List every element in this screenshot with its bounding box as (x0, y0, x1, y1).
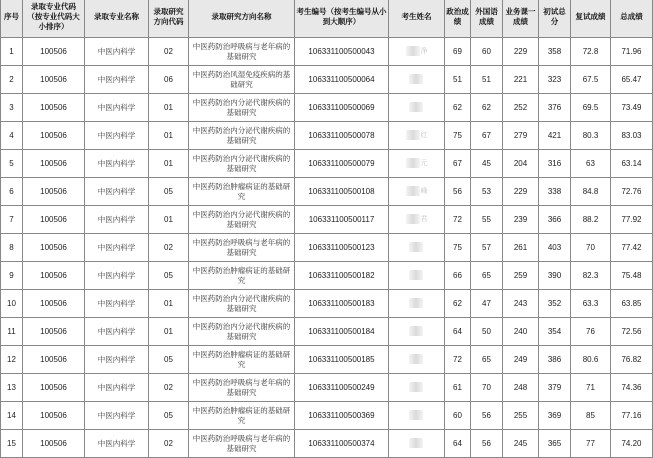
cell-major-code: 100506 (23, 290, 85, 318)
redaction-mark (409, 438, 423, 448)
cell-dir-name: 中医药防治呼吸病与老年病的基础研究 (189, 374, 295, 402)
cell-foreign: 67 (471, 122, 503, 150)
header-major-code: 录取专业代码（按专业代码大小排序） (23, 0, 85, 38)
cell-politics: 62 (445, 290, 471, 318)
redaction-mark (409, 102, 423, 112)
table-row (1, 430, 653, 458)
cell-retest: 63.3 (571, 290, 611, 318)
table-row (1, 38, 653, 66)
cell-retest: 67.5 (571, 66, 611, 94)
cell-retest: 72.8 (571, 38, 611, 66)
cell-dir-code: 01 (149, 94, 189, 122)
header-student-name: 考生姓名 (389, 0, 445, 38)
cell-dir-name: 中医药防治呼吸病与老年病的基础研究 (189, 234, 295, 262)
cell-exam-no: 106331100500079 (295, 150, 389, 178)
cell-total: 63.85 (611, 290, 653, 318)
header-dir-name: 录取研究方向名称 (189, 0, 295, 38)
redaction-mark (409, 326, 423, 336)
cell-total: 63.14 (611, 150, 653, 178)
cell-major-name: 中医内科学 (85, 150, 149, 178)
cell-politics: 60 (445, 402, 471, 430)
cell-seq: 13 (1, 374, 23, 402)
redaction-mark (409, 270, 423, 280)
cell-major-code: 100506 (23, 150, 85, 178)
cell-student-name (389, 206, 445, 234)
cell-politics: 69 (445, 38, 471, 66)
cell-student-name (389, 66, 445, 94)
student-name-fragment: 君 (420, 215, 428, 223)
cell-politics: 61 (445, 374, 471, 402)
cell-major-code: 100506 (23, 318, 85, 346)
cell-major-code: 100506 (23, 402, 85, 430)
cell-total: 76.82 (611, 346, 653, 374)
cell-exam-no: 106331100500108 (295, 178, 389, 206)
cell-foreign: 50 (471, 318, 503, 346)
table-row (1, 234, 653, 262)
cell-dir-name: 中医药防治肿瘤病证的基础研究 (189, 346, 295, 374)
cell-politics: 56 (445, 178, 471, 206)
cell-student-name (389, 402, 445, 430)
table-row (1, 318, 653, 346)
cell-foreign: 47 (471, 290, 503, 318)
cell-course1: 249 (503, 346, 539, 374)
cell-foreign: 65 (471, 262, 503, 290)
cell-dir-name: 中医药防治内分泌代谢疾病的基础研究 (189, 290, 295, 318)
cell-initial-total: 379 (539, 374, 571, 402)
cell-retest: 80.6 (571, 346, 611, 374)
redaction-mark (406, 186, 420, 196)
redaction-mark (406, 130, 420, 140)
cell-dir-code: 06 (149, 66, 189, 94)
cell-foreign: 60 (471, 38, 503, 66)
cell-seq: 10 (1, 290, 23, 318)
cell-student-name (389, 430, 445, 458)
cell-total: 75.48 (611, 262, 653, 290)
table-row (1, 402, 653, 430)
cell-student-name (389, 94, 445, 122)
cell-total: 71.96 (611, 38, 653, 66)
student-name-fragment: 元 (420, 159, 428, 167)
cell-initial-total: 316 (539, 150, 571, 178)
cell-seq: 4 (1, 122, 23, 150)
header-major-name: 录取专业名称 (85, 0, 149, 38)
cell-initial-total: 358 (539, 38, 571, 66)
cell-dir-name: 中医药防治内分泌代谢疾病的基础研究 (189, 318, 295, 346)
cell-exam-no: 106331100500043 (295, 38, 389, 66)
cell-exam-no: 106331100500117 (295, 206, 389, 234)
cell-course1: 252 (503, 94, 539, 122)
table-row (1, 66, 653, 94)
cell-retest: 80.3 (571, 122, 611, 150)
cell-dir-code: 01 (149, 290, 189, 318)
cell-course1: 243 (503, 290, 539, 318)
cell-dir-name: 中医药防治肿瘤病证的基础研究 (189, 262, 295, 290)
cell-seq: 2 (1, 66, 23, 94)
cell-dir-name: 中医药防治内分泌代谢疾病的基础研究 (189, 122, 295, 150)
cell-dir-name: 中医药防治肿瘤病证的基础研究 (189, 402, 295, 430)
cell-total: 72.76 (611, 178, 653, 206)
cell-dir-code: 05 (149, 262, 189, 290)
cell-exam-no: 106331100500078 (295, 122, 389, 150)
cell-dir-code: 01 (149, 206, 189, 234)
header-course1: 业务课一成绩 (503, 0, 539, 38)
cell-dir-name: 中医药防治风湿免疫疾病的基础研究 (189, 66, 295, 94)
cell-major-code: 100506 (23, 374, 85, 402)
header-dir-code: 录取研究方向代码 (149, 0, 189, 38)
student-name-fragment: 峰 (420, 187, 428, 195)
cell-course1: 255 (503, 402, 539, 430)
cell-total: 65.47 (611, 66, 653, 94)
redaction-mark (406, 214, 420, 224)
cell-exam-no: 106331100500184 (295, 318, 389, 346)
redaction-mark (409, 74, 423, 84)
cell-student-name (389, 234, 445, 262)
table-row (1, 262, 653, 290)
cell-course1: 240 (503, 318, 539, 346)
cell-foreign: 56 (471, 430, 503, 458)
cell-seq: 6 (1, 178, 23, 206)
table-row (1, 346, 653, 374)
cell-politics: 67 (445, 150, 471, 178)
cell-seq: 8 (1, 234, 23, 262)
cell-total: 77.42 (611, 234, 653, 262)
cell-major-code: 100506 (23, 178, 85, 206)
redaction-mark (409, 382, 423, 392)
cell-retest: 82.3 (571, 262, 611, 290)
cell-course1: 261 (503, 234, 539, 262)
cell-dir-name: 中医药防治呼吸病与老年病的基础研究 (189, 38, 295, 66)
cell-foreign: 65 (471, 346, 503, 374)
table-row (1, 206, 653, 234)
cell-total: 74.36 (611, 374, 653, 402)
cell-foreign: 51 (471, 66, 503, 94)
cell-initial-total: 390 (539, 262, 571, 290)
cell-course1: 248 (503, 374, 539, 402)
cell-student-name (389, 122, 445, 150)
cell-major-name: 中医内科学 (85, 430, 149, 458)
cell-seq: 7 (1, 206, 23, 234)
cell-initial-total: 369 (539, 402, 571, 430)
cell-major-name: 中医内科学 (85, 38, 149, 66)
cell-dir-code: 02 (149, 374, 189, 402)
cell-politics: 51 (445, 66, 471, 94)
cell-major-name: 中医内科学 (85, 66, 149, 94)
table-row (1, 178, 653, 206)
cell-major-name: 中医内科学 (85, 262, 149, 290)
cell-major-name: 中医内科学 (85, 234, 149, 262)
cell-initial-total: 365 (539, 430, 571, 458)
header-foreign: 外国语成绩 (471, 0, 503, 38)
cell-major-code: 100506 (23, 430, 85, 458)
cell-politics: 64 (445, 430, 471, 458)
cell-dir-name: 中医药防治肿瘤病证的基础研究 (189, 178, 295, 206)
cell-initial-total: 354 (539, 318, 571, 346)
cell-dir-name: 中医药防治内分泌代谢疾病的基础研究 (189, 206, 295, 234)
cell-seq: 12 (1, 346, 23, 374)
cell-student-name (389, 262, 445, 290)
cell-course1: 204 (503, 150, 539, 178)
cell-major-code: 100506 (23, 262, 85, 290)
redaction-mark (406, 158, 420, 168)
header-total: 总成绩 (611, 0, 653, 38)
cell-student-name (389, 290, 445, 318)
cell-foreign: 56 (471, 402, 503, 430)
student-name-fragment: 红 (420, 131, 428, 139)
cell-retest: 88.2 (571, 206, 611, 234)
cell-exam-no: 106331100500182 (295, 262, 389, 290)
cell-student-name (389, 374, 445, 402)
cell-exam-no: 106331100500374 (295, 430, 389, 458)
cell-student-name (389, 346, 445, 374)
cell-politics: 66 (445, 262, 471, 290)
cell-politics: 62 (445, 94, 471, 122)
cell-total: 77.92 (611, 206, 653, 234)
cell-exam-no: 106331100500369 (295, 402, 389, 430)
cell-seq: 15 (1, 430, 23, 458)
table-row (1, 150, 653, 178)
redaction-mark (406, 46, 420, 56)
cell-major-name: 中医内科学 (85, 178, 149, 206)
cell-seq: 9 (1, 262, 23, 290)
header-exam-no: 考生编号（按考生编号从小到大顺序） (295, 0, 389, 38)
cell-retest: 77 (571, 430, 611, 458)
cell-total: 74.20 (611, 430, 653, 458)
cell-course1: 245 (503, 430, 539, 458)
table-row (1, 122, 653, 150)
header-politics: 政治成绩 (445, 0, 471, 38)
cell-foreign: 45 (471, 150, 503, 178)
cell-exam-no: 106331100500123 (295, 234, 389, 262)
cell-major-name: 中医内科学 (85, 318, 149, 346)
cell-dir-name: 中医药防治呼吸病与老年病的基础研究 (189, 430, 295, 458)
cell-student-name (389, 318, 445, 346)
cell-dir-code: 05 (149, 178, 189, 206)
table-body (1, 38, 653, 458)
cell-student-name (389, 178, 445, 206)
cell-exam-no: 106331100500185 (295, 346, 389, 374)
cell-major-name: 中医内科学 (85, 122, 149, 150)
header-seq: 序号 (1, 0, 23, 38)
cell-major-code: 100506 (23, 94, 85, 122)
cell-seq: 3 (1, 94, 23, 122)
cell-retest: 63 (571, 150, 611, 178)
student-name-fragment: 净 (420, 47, 428, 55)
cell-foreign: 57 (471, 234, 503, 262)
cell-retest: 84.8 (571, 178, 611, 206)
cell-initial-total: 376 (539, 94, 571, 122)
cell-total: 72.56 (611, 318, 653, 346)
cell-course1: 229 (503, 178, 539, 206)
cell-retest: 71 (571, 374, 611, 402)
cell-seq: 11 (1, 318, 23, 346)
cell-initial-total: 323 (539, 66, 571, 94)
cell-foreign: 70 (471, 374, 503, 402)
cell-major-code: 100506 (23, 234, 85, 262)
cell-retest: 69.5 (571, 94, 611, 122)
cell-initial-total: 386 (539, 346, 571, 374)
cell-major-code: 100506 (23, 38, 85, 66)
cell-retest: 70 (571, 234, 611, 262)
cell-initial-total: 352 (539, 290, 571, 318)
cell-politics: 64 (445, 318, 471, 346)
cell-major-name: 中医内科学 (85, 94, 149, 122)
cell-exam-no: 106331100500064 (295, 66, 389, 94)
cell-dir-code: 02 (149, 38, 189, 66)
cell-total: 73.49 (611, 94, 653, 122)
cell-exam-no: 106331100500069 (295, 94, 389, 122)
table-row (1, 374, 653, 402)
cell-politics: 75 (445, 122, 471, 150)
cell-initial-total: 338 (539, 178, 571, 206)
cell-seq: 14 (1, 402, 23, 430)
cell-major-name: 中医内科学 (85, 346, 149, 374)
cell-seq: 1 (1, 38, 23, 66)
cell-exam-no: 106331100500183 (295, 290, 389, 318)
cell-exam-no: 106331100500249 (295, 374, 389, 402)
redaction-mark (409, 410, 423, 420)
cell-course1: 239 (503, 206, 539, 234)
cell-dir-code: 05 (149, 402, 189, 430)
cell-major-code: 100506 (23, 122, 85, 150)
cell-major-name: 中医内科学 (85, 402, 149, 430)
header-retest: 复试成绩 (571, 0, 611, 38)
table-row (1, 290, 653, 318)
redaction-mark (409, 298, 423, 308)
cell-major-name: 中医内科学 (85, 290, 149, 318)
table-row (1, 94, 653, 122)
cell-foreign: 53 (471, 178, 503, 206)
cell-foreign: 62 (471, 94, 503, 122)
cell-course1: 259 (503, 262, 539, 290)
cell-major-code: 100506 (23, 66, 85, 94)
header-row (1, 0, 653, 38)
cell-initial-total: 421 (539, 122, 571, 150)
cell-course1: 221 (503, 66, 539, 94)
cell-initial-total: 403 (539, 234, 571, 262)
cell-course1: 229 (503, 38, 539, 66)
cell-dir-code: 05 (149, 346, 189, 374)
cell-student-name (389, 150, 445, 178)
cell-student-name (389, 38, 445, 66)
cell-total: 83.03 (611, 122, 653, 150)
cell-retest: 85 (571, 402, 611, 430)
cell-total: 77.16 (611, 402, 653, 430)
cell-major-name: 中医内科学 (85, 374, 149, 402)
cell-course1: 279 (503, 122, 539, 150)
cell-seq: 5 (1, 150, 23, 178)
cell-dir-name: 中医药防治内分泌代谢疾病的基础研究 (189, 94, 295, 122)
cell-politics: 72 (445, 346, 471, 374)
cell-politics: 72 (445, 206, 471, 234)
redaction-mark (409, 354, 423, 364)
cell-major-code: 100506 (23, 346, 85, 374)
cell-foreign: 55 (471, 206, 503, 234)
cell-dir-code: 01 (149, 122, 189, 150)
cell-dir-name: 中医药防治内分泌代谢疾病的基础研究 (189, 150, 295, 178)
cell-dir-code: 01 (149, 150, 189, 178)
cell-dir-code: 01 (149, 318, 189, 346)
redaction-mark (409, 242, 423, 252)
cell-initial-total: 366 (539, 206, 571, 234)
cell-major-code: 100506 (23, 206, 85, 234)
cell-retest: 76 (571, 318, 611, 346)
header-initial-total: 初试总分 (539, 0, 571, 38)
cell-dir-code: 02 (149, 234, 189, 262)
cell-dir-code: 02 (149, 430, 189, 458)
cell-major-name: 中医内科学 (85, 206, 149, 234)
cell-politics: 75 (445, 234, 471, 262)
